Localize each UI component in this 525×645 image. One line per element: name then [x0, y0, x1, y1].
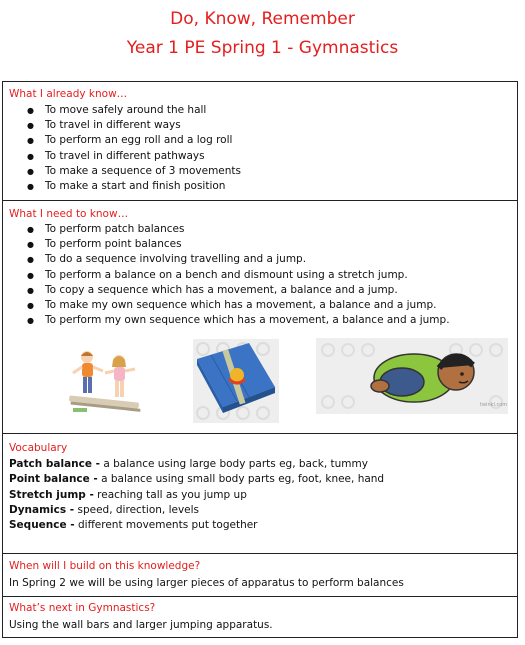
list-item: ● To travel in different pathways — [27, 149, 241, 164]
vocab-term: Dynamics - — [9, 504, 75, 516]
list-item: ● To make a start and finish position — [27, 179, 241, 194]
list-item: ● To make a sequence of 3 movements — [27, 164, 241, 179]
list-item: ● To make my own sequence which has a movement, a balance and a jump. — [27, 298, 450, 313]
list-item: ● To perform my own sequence which has a movement, a balance and a jump. — [27, 313, 450, 328]
already-know-section — [2, 81, 518, 201]
vocabulary-heading: Vocabulary — [9, 442, 68, 454]
vocab-term: Stretch jump - — [9, 489, 94, 501]
vocab-row — [9, 458, 368, 470]
whats-next-section — [2, 596, 518, 638]
already-know-list — [27, 103, 241, 194]
vocab-term: Sequence - — [9, 519, 75, 531]
build-text: In Spring 2 we will be using larger pieces of apparatus to perform balances — [9, 577, 404, 589]
need-to-know-heading: What I need to know… — [9, 208, 129, 220]
vocab-definition: speed, direction, levels — [77, 504, 200, 516]
vocab-term: Point balance - — [9, 473, 98, 485]
egg-roll-illustration — [316, 338, 508, 414]
mat-roll-illustration — [193, 339, 279, 423]
vocab-row — [9, 504, 199, 516]
build-heading: When will I build on this knowledge? — [9, 560, 201, 572]
need-to-know-list — [27, 222, 450, 328]
vocabulary-section — [2, 433, 518, 554]
next-text: Using the wall bars and larger jumping apparatus. — [9, 619, 273, 631]
vocab-definition: reaching tall as you jump up — [97, 489, 247, 501]
vocab-row — [9, 519, 258, 531]
vocab-definition: a balance using small body parts eg, foot, knee, hand — [101, 473, 385, 485]
already-know-heading: What I already know… — [9, 88, 128, 100]
build-on-knowledge-section — [2, 553, 518, 597]
image-credit: twinkl.com — [480, 402, 508, 408]
list-item: ● To perform a balance on a bench and dismount using a stretch jump. — [27, 268, 450, 283]
list-item: ● To copy a sequence which has a movement, a balance and a jump. — [27, 283, 450, 298]
page-title: Do, Know, Remember — [170, 9, 355, 29]
vocab-definition: different movements put together — [77, 519, 258, 531]
vocab-row — [9, 473, 384, 485]
list-item: ● To perform patch balances — [27, 222, 450, 237]
bench-balance-illustration — [63, 347, 145, 417]
page-subtitle: Year 1 PE Spring 1 - Gymnastics — [126, 38, 399, 58]
list-item: ● To travel in different ways — [27, 118, 241, 133]
list-item: ● To do a sequence involving travelling and a jump. — [27, 252, 450, 267]
list-item: ● To perform an egg roll and a log roll — [27, 133, 241, 148]
vocab-row — [9, 489, 247, 501]
list-item: ● To move safely around the hall — [27, 103, 241, 118]
vocab-definition: a balance using large body parts eg, back, tummy — [103, 458, 368, 470]
vocab-term: Patch balance - — [9, 458, 100, 470]
next-heading: What’s next in Gymnastics? — [9, 602, 156, 614]
need-to-know-section — [2, 200, 518, 434]
list-item: ● To perform point balances — [27, 237, 450, 252]
